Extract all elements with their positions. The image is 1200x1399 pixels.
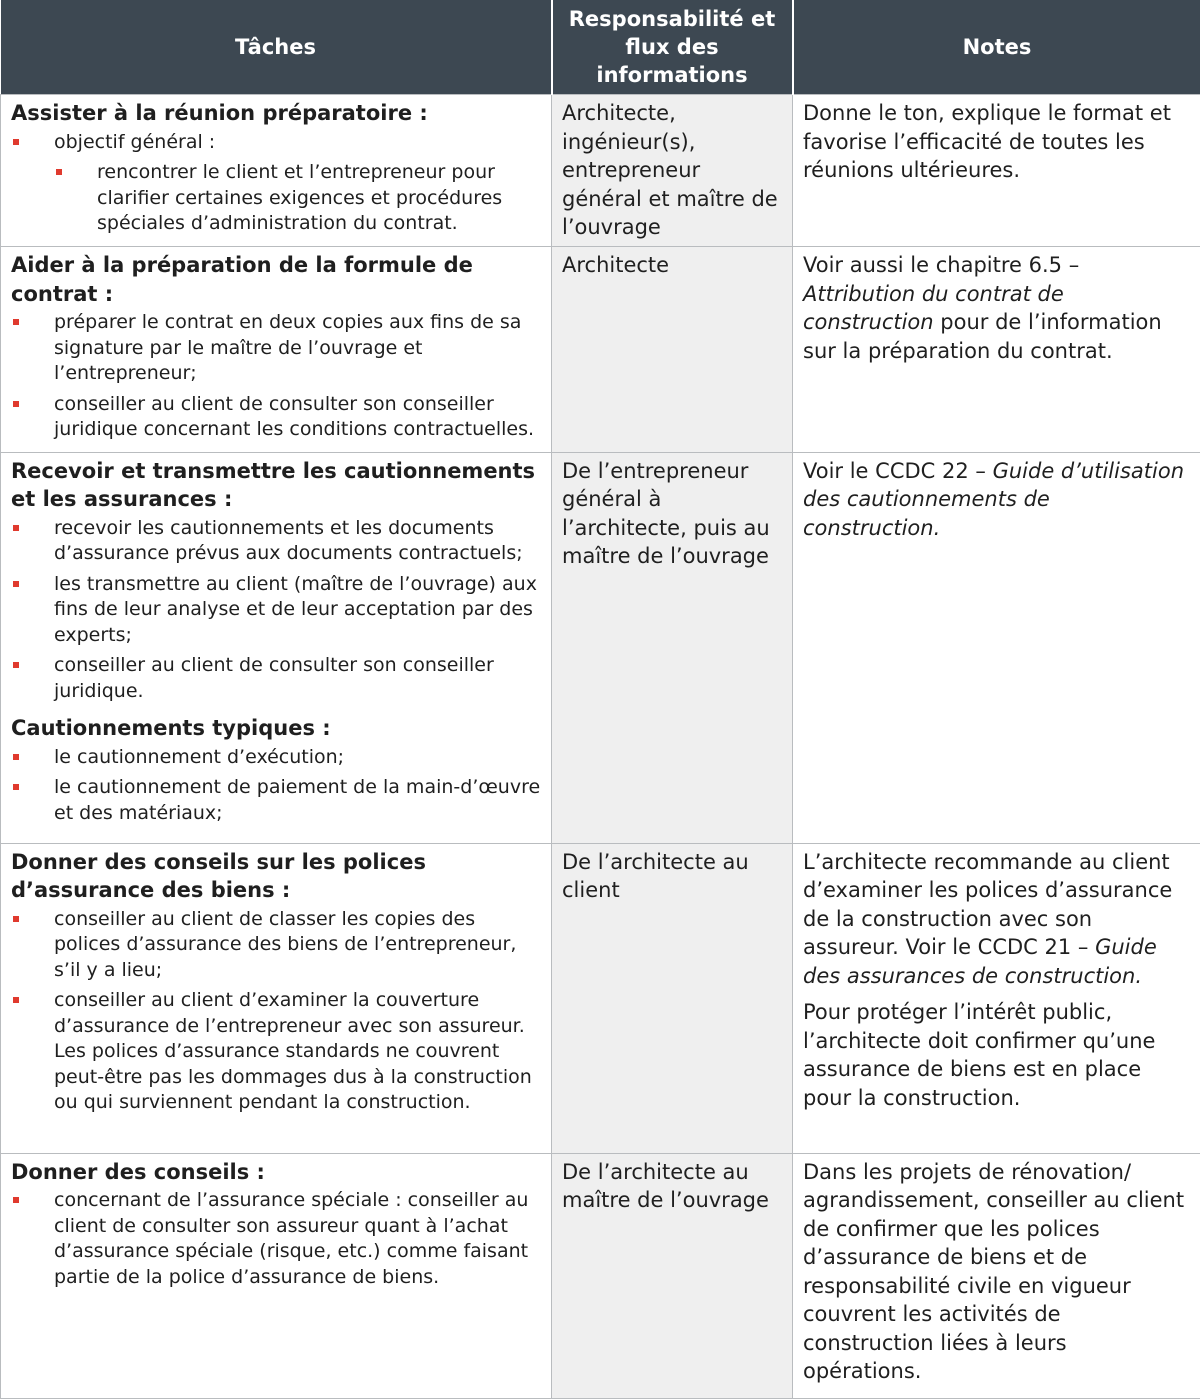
list-item: concernant de l’assurance spéciale : conseiller au client de consulter son assureur quant à l’achat d’assurance spéciale (risque, etc.) comme faisant partie de la police d’assurance de biens. xyxy=(11,1188,541,1290)
note-cell xyxy=(793,843,1200,1153)
task-title: Assister à la réunion préparatoire : xyxy=(11,99,541,128)
table-row xyxy=(1,843,1200,1153)
task-cell xyxy=(1,95,552,247)
bullet-list xyxy=(11,516,541,705)
note-cell xyxy=(793,1153,1200,1398)
list-item: objectif général : xyxy=(11,130,541,156)
list-item: rencontrer le client et l’entrepreneur pour clarifier certaines exigences et procédures spéciales d’administration du contrat. xyxy=(54,160,541,237)
responsibility-cell: Architecte, ingénieur(s), entrepreneur général et maître de l’ouvrage xyxy=(552,95,793,247)
table-row xyxy=(1,1153,1200,1398)
responsibility-cell: De l’entrepreneur général à l’architecte, puis au maître de l’ouvrage xyxy=(552,452,793,843)
list-item: conseiller au client de classer les copies des polices d’assurance des biens de l’entrepreneur, s’il y a lieu; xyxy=(11,907,541,984)
note-cell xyxy=(793,452,1200,843)
task-cell xyxy=(1,452,552,843)
task-cell xyxy=(1,247,552,453)
note-text: Donne le ton, explique le format et favorise l’efficacité de toutes les réunions ultérieures. xyxy=(803,99,1190,185)
table-row xyxy=(1,452,1200,843)
list-item: le cautionnement d’exécution; xyxy=(11,745,541,771)
bullet-list xyxy=(11,745,541,827)
note-text: Dans les projets de rénovation/ agrandissement, conseiller au client de confirmer que les polices d’assurance de biens et de responsabilité civile en vigueur couvrent les activités de construction liées à leurs opérations. xyxy=(803,1158,1190,1386)
note-text xyxy=(803,848,1190,991)
task-cell xyxy=(1,1153,552,1398)
note-text-part: pour de l’information sur la préparation du contrat. xyxy=(803,310,1162,363)
header-row xyxy=(1,0,1200,95)
note-cell xyxy=(793,95,1200,247)
task-cell xyxy=(1,843,552,1153)
list-item: recevoir les cautionnements et les documents d’assurance prévus aux documents contractuels; xyxy=(11,516,541,567)
header-tasks: Tâches xyxy=(1,0,552,95)
bullet-list xyxy=(11,310,541,443)
note-text xyxy=(803,457,1190,543)
responsibility-cell: De l’architecte au maître de l’ouvrage xyxy=(552,1153,793,1398)
note-text-part: Voir le CCDC 22 – xyxy=(803,459,993,483)
header-responsibility: Responsabilité et flux des informations xyxy=(552,0,793,95)
note-text xyxy=(803,251,1190,365)
list-item: les transmettre au client (maître de l’ouvrage) aux fins de leur analyse et de leur acceptation par des experts; xyxy=(11,572,541,649)
bullet-list xyxy=(11,130,541,156)
note-italic-reference: Guide d’utilisation des cautionnements de construction. xyxy=(803,459,1184,540)
note-italic-reference: Attribution du contrat de construction xyxy=(803,282,1064,335)
note-cell xyxy=(793,247,1200,453)
note-text-part: Voir aussi le chapitre 6.5 – xyxy=(803,253,1079,277)
note-text: Pour protéger l’intérêt public, l’architecte doit confirmer qu’une assurance de biens est en place pour la construction. xyxy=(803,998,1190,1112)
task-subtitle: Cautionnements typiques : xyxy=(11,714,541,743)
list-item: conseiller au client de consulter son conseiller juridique concernant les conditions contractuelles. xyxy=(11,392,541,443)
table-row xyxy=(1,95,1200,247)
bullet-list xyxy=(11,907,541,1116)
note-italic-reference: Guide des assurances de construction. xyxy=(803,935,1157,988)
task-title: Aider à la préparation de la formule de contrat : xyxy=(11,251,541,308)
responsibility-cell: De l’architecte au client xyxy=(552,843,793,1153)
list-item: préparer le contrat en deux copies aux fins de sa signature par le maître de l’ouvrage et l’entrepreneur; xyxy=(11,310,541,387)
note-text-part: L’architecte recommande au client d’examiner les polices d’assurance de la construction avec son assureur. Voir le CCDC 21 – xyxy=(803,850,1172,960)
task-title: Donner des conseils sur les polices d’assurance des biens : xyxy=(11,848,541,905)
bullet-list xyxy=(11,1188,541,1290)
task-title: Recevoir et transmettre les cautionnements et les assurances : xyxy=(11,457,541,514)
list-item: conseiller au client de consulter son conseiller juridique. xyxy=(11,653,541,704)
list-item: conseiller au client d’examiner la couverture d’assurance de l’entrepreneur avec son assureur. Les polices d’assurance standards ne couvrent peut-être pas les dommages dus à la construction ou qui surviennent pendant la construction. xyxy=(11,988,541,1116)
list-item: le cautionnement de paiement de la main-d’œuvre et des matériaux; xyxy=(11,775,541,826)
header-notes: Notes xyxy=(793,0,1200,95)
sub-bullet-list xyxy=(54,160,541,237)
responsibility-cell: Architecte xyxy=(552,247,793,453)
table-row xyxy=(1,247,1200,453)
task-title: Donner des conseils : xyxy=(11,1158,541,1187)
